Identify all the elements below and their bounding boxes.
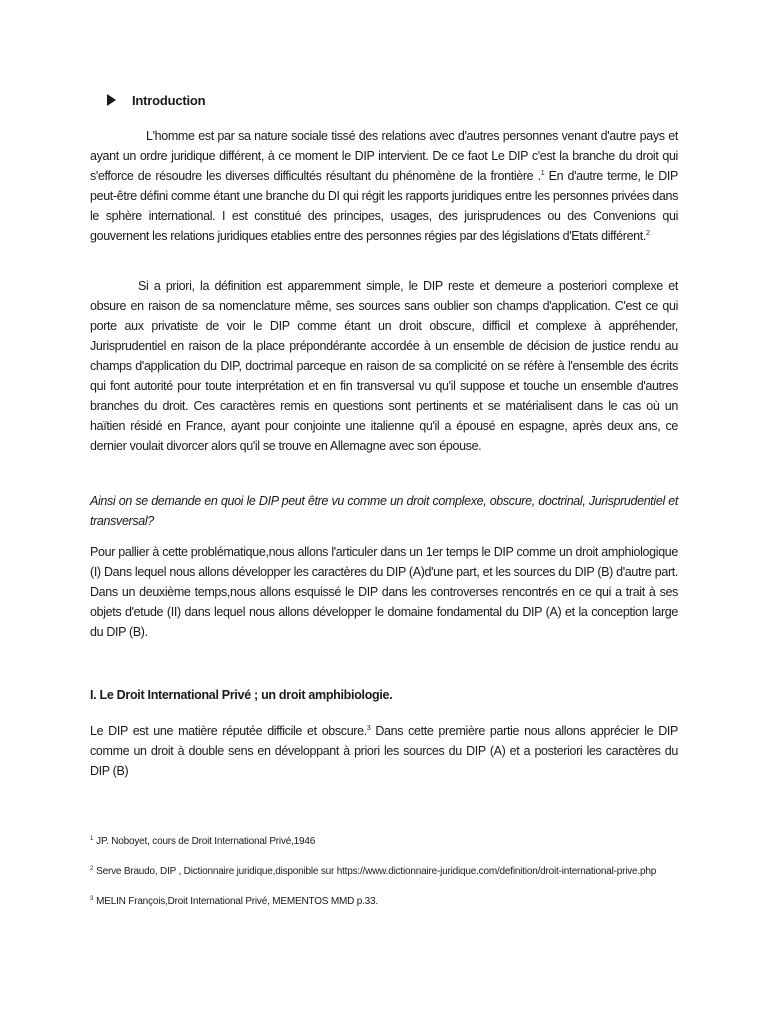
footnote-ref-2: 2 [646,230,650,237]
footnote-2-text: Serve Braudo, DIP , Dictionnaire juridique,disponible sur https://www.dictionnaire-juridique.com/definition/droit-international-prive.php [96,866,657,877]
footnote-2 [90,863,685,880]
footnote-1-text: JP. Noboyet, cours de Droit International Privé,1946 [96,836,316,847]
footnote-3 [90,893,685,910]
footnote-1-number: 1 [90,836,94,842]
introduction-heading [107,93,205,108]
footnote-3-number: 3 [90,896,94,902]
footnote-1 [90,833,685,850]
section-1-paragraph-text-b: Dans cette première partie nous allons apprécier le DIP comme un droit à double sens en développant à priori les sources du DIP (A) et a posteriori les caractères du DIP (B) [90,724,678,778]
plan-announcement: Pour pallier à cette problématique,nous allons l'articuler dans un 1er temps le DIP comme un droit amphiologique (I) Dans lequel nous allons développer les caractères du DIP (A)d'une part, et les sources du DIP (B) d'autre part. Dans un deuxième temps,nous allons esquissé le DIP dans les controverses rencontrés en ce qui a trait à ses objets d'etude (II) dans lequel nous allons développer le domaine fondamental du DIP (A) et la conception large du DIP (B). [90,545,678,639]
footnote-ref-1: 1 [540,170,545,177]
problematic-question: Ainsi on se demande en quoi le DIP peut être vu comme un droit complexe, obscure, doctrinal, Jurisprudentiel et transversal? [90,494,678,528]
footnotes [90,833,685,923]
intro-paragraph-1 [90,126,678,246]
section-1-paragraph-text-a: Le DIP est une matière réputée difficile et obscure. [90,724,367,738]
footnote-2-number: 2 [90,866,94,872]
intro-paragraph-1-text-b: En d'autre terme, le DIP peut-être défini comme étant une branche du DI qui régit les rapports juridiques entre les personnes privées dans le sphère international. I est constitué des principes, usages, des jurisprudences ou des Convenions qui gouvernent les relations juridiques etablies entre des personnes régies par des législations d'Etats différent. [90,169,678,243]
section-1-paragraph [90,721,678,781]
intro-paragraph-1-text-a: L'homme est par sa nature sociale tissé des relations avec d'autres personnes venant d'autre pays et ayant un ordre juridique différent, à ce moment le DIP intervient. De ce faot Le DIP c'est la branche du droit qui s'efforce de résoudre les diverses difficultés résultant du phénomène de la frontière . [90,129,678,183]
introduction-title: Introduction [132,93,206,108]
footnote-3-text: MELIN François,Droit International Privé, MEMENTOS MMD p.33. [96,896,378,907]
section-1-title: I. Le Droit International Privé ; un droit amphibiologie. [90,688,393,702]
footnote-ref-3: 3 [366,725,371,732]
intro-paragraph-2: Si a priori, la définition est apparemment simple, le DIP reste et demeure a posteriori complexe et obsure en raison de sa nomenclature même, ses sources sans oublier son champs d'application. C'est ce qui porte aux privatiste de voir le DIP comme étant un droit obscure, difficil et complexe à appréhender, Jurisprudentiel en raison de la place prépondérante accordée à un ensemble de décision de justice rendu au champs d'application du DIP, doctrimal parceque en raison de sa complicité on se réfère à l'ensemble des écrits qui font autorité pour toute interprétation et en fin transversal vu qu'il suppose et touche un ensemble d'autres branches du droit. Ces caractères remis en questions sont pertinents et se matérialisent dans le cas où un haïtien résidé en France, ayant pour conjointe une italienne qu'il a épousé en espagne, après deux ans, ce dernier voulait divorcer alors qu'il se trouve en Allemagne avec son épouse. [90,279,678,453]
arrow-bullet-icon [107,94,116,106]
